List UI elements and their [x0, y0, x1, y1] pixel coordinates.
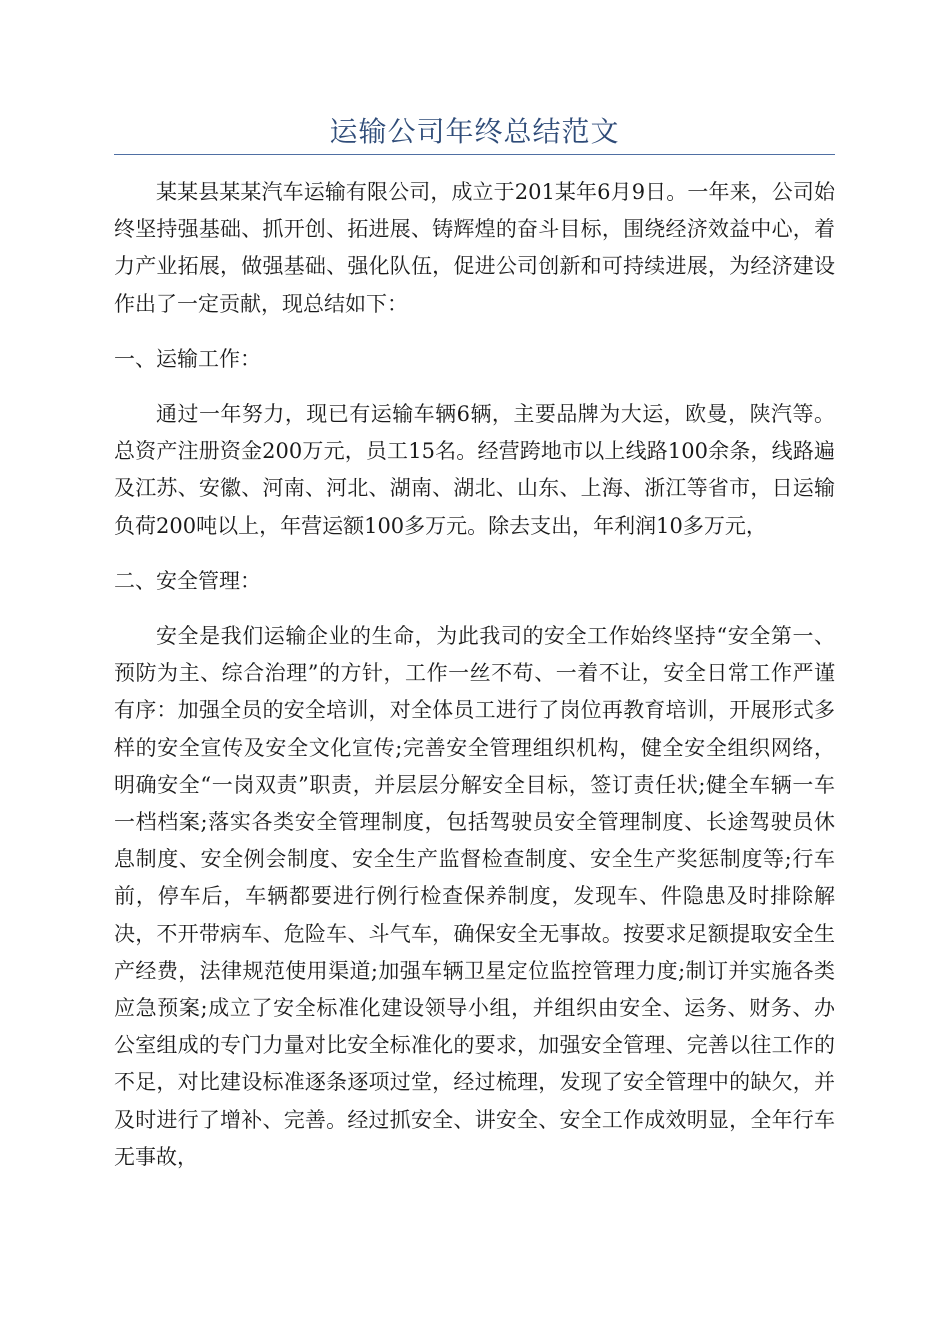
transport-paragraph: 通过一年努力，现已有运输车辆6辆，主要品牌为大运，欧曼，陕汽等。总资产注册资金200万元，员工15名。经营跨地市以上线路100余条，线路遍及江苏、安徽、河南、河北、湖南、湖北、山东、上海、浙江等省市，日运输负荷200吨以上，年营运额100多万元。除去支出，年利润10多万元，: [114, 402, 835, 538]
title-underline: [114, 154, 835, 155]
intro-paragraph: 某某县某某汽车运输有限公司，成立于201某年6月9日。一年来，公司始终坚持强基础、抓开创、拓进展、铸辉煌的奋斗目标，围绕经济效益中心，着力产业拓展，做强基础、强化队伍，促进公司创新和可持续进展，为经济建设作出了一定贡献，现总结如下：: [114, 180, 835, 316]
document-title: 运输公司年终总结范文: [329, 115, 620, 148]
safety-paragraph: 安全是我们运输企业的生命，为此我司的安全工作始终坚持“安全第一、预防为主、综合治理”的方针，工作一丝不苟、一着不让，安全日常工作严谨有序：加强全员的安全培训，对全体员工进行了岗位再教育培训，开展形式多样的安全宣传及安全文化宣传;完善安全管理组织机构，健全安全组织网络，明确安全“一岗双责”职责，并层层分解安全目标，签订责任状;健全车辆一车一档档案;落实各类安全管理制度，包括驾驶员安全管理制度、长途驾驶员休息制度、安全例会制度、安全生产监督检查制度、安全生产奖惩制度等;行车前，停车后，车辆都要进行例行检查保养制度，发现车、件隐患及时排除解决，不开带病车、危险车、斗气车，确保安全无事故。按要求足额提取安全生产经费，法律规范使用渠道;加强车辆卫星定位监控管理力度;制订并实施各类应急预案;成立了安全标准化建设领导小组，并组织由安全、运务、财务、办公室组成的专门力量对比安全标准化的要求，加强安全管理、完善以往工作的不足，对比建设标准逐条逐项过堂，经过梳理，发现了安全管理中的缺欠，并及时进行了增补、完善。经过抓安全、讲安全、安全工作成效明显，全年行车无事故，: [114, 624, 835, 1169]
document-body: [114, 174, 835, 1194]
section-heading-transport: 一、运输工作：: [114, 346, 261, 371]
section-heading-safety: 二、安全管理：: [114, 568, 261, 593]
